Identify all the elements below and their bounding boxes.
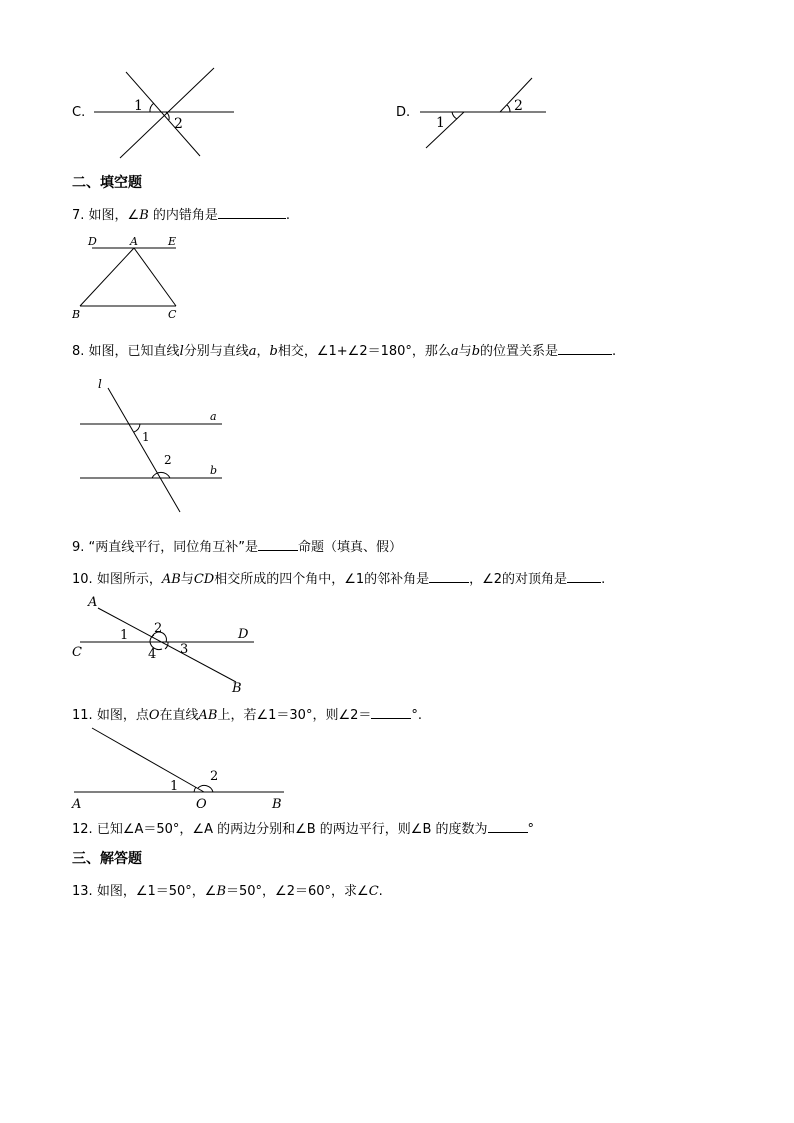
question-10: [72, 568, 605, 587]
q8-text-2: 分别与直线: [183, 344, 249, 359]
label-c: C: [168, 308, 177, 321]
q7-figure: [72, 232, 192, 322]
angle-2-label: 2: [174, 116, 183, 132]
angle-1-arc: [134, 424, 140, 432]
angle-2-label: 2: [514, 98, 523, 114]
q12-text-1: 已知∠A＝50°，∠A 的两边分别和∠B 的两边平行，则∠B 的度数为: [96, 822, 488, 837]
q10-answer-blank-2[interactable]: [567, 570, 601, 583]
q11-var-ab: AB: [198, 708, 218, 723]
label-a: A: [130, 235, 138, 248]
q10-text-3: 相交所成的四个角中，∠1的邻补角是: [214, 572, 430, 587]
angle-2-arc: [507, 105, 510, 112]
q13-var-c: C: [368, 884, 379, 899]
segment-ac: [134, 248, 176, 306]
angle-1-label: 1: [436, 115, 445, 131]
q12-answer-blank[interactable]: [488, 820, 528, 833]
question-8: [72, 340, 616, 359]
angle-1-arc: [150, 103, 154, 112]
label-b: B: [272, 797, 282, 812]
question-12: [72, 818, 534, 837]
q10-figure: [70, 592, 260, 696]
label-a: A: [88, 595, 98, 610]
lower-ray: [426, 112, 464, 148]
label-o: O: [196, 797, 207, 812]
q13-period: .: [378, 884, 383, 899]
question-13: [72, 880, 383, 899]
q7-period: .: [285, 208, 291, 223]
q10-number: 10.: [72, 572, 93, 587]
q11-number: 11.: [72, 708, 93, 723]
segment-ab: [80, 248, 134, 306]
q8-answer-blank[interactable]: [558, 342, 612, 355]
q9-text-2: 命题（填真、假）: [298, 540, 403, 555]
angle-3-label: 3: [180, 642, 189, 657]
q7-text-1: 如图，∠: [88, 208, 140, 223]
angle-1-arc: [194, 787, 196, 792]
label-a: a: [210, 410, 217, 423]
option-c-letter: C.: [72, 105, 86, 120]
angle-4-label: 4: [148, 647, 157, 662]
q10-text-2: 与: [180, 572, 194, 587]
label-e: E: [168, 235, 177, 248]
angle-2-label: 2: [154, 621, 163, 636]
q8-text-1: 如图，已知直线: [88, 344, 180, 359]
q8-figure: [72, 374, 232, 516]
angle-1-label: 1: [170, 779, 179, 794]
q10-answer-blank-1[interactable]: [429, 570, 469, 583]
label-a: A: [72, 797, 82, 812]
angle-2-label: 2: [164, 453, 172, 467]
angle-2-arc: [198, 785, 213, 792]
angle-1-arc: [452, 112, 457, 119]
q8-text-3: ，: [256, 344, 270, 359]
q7-text-2: 的内错角是: [152, 208, 218, 223]
q8-text-5: 与: [458, 344, 472, 359]
section-title-answer: 三、解答题: [72, 851, 142, 867]
q8-number: 8.: [72, 344, 85, 359]
angle-3-arc: [165, 642, 168, 649]
q8-var-a-2: a: [450, 344, 459, 359]
label-c: C: [72, 645, 82, 660]
q8-text-6: 的位置关系是: [480, 344, 559, 359]
line-l: [108, 388, 180, 512]
question-9: [72, 536, 402, 555]
q8-period: .: [612, 344, 617, 359]
angle-1-label: 1: [120, 628, 129, 643]
q11-end: °.: [411, 708, 423, 723]
q8-var-a: a: [248, 344, 257, 359]
section-title-fill-in: 二、填空题: [72, 175, 142, 191]
option-c-figure: [90, 64, 240, 160]
q8-var-b-2: b: [471, 344, 481, 359]
q12-end: °: [527, 822, 535, 837]
q8-var-l: l: [179, 344, 184, 359]
q11-text-3: 上，若∠1＝30°，则∠2＝: [217, 708, 372, 723]
ray-from-o: [92, 728, 204, 792]
q7-var-b: B: [139, 208, 149, 223]
q13-var-b: B: [216, 884, 227, 899]
q9-text-1: “两直线平行，同位角互补”是: [88, 540, 259, 555]
q13-text-1: 如图，∠1＝50°，∠: [96, 884, 217, 899]
line-ab: [98, 608, 236, 682]
question-7: [72, 204, 290, 223]
q7-answer-blank[interactable]: [218, 206, 286, 219]
q13-number: 13.: [72, 884, 93, 899]
label-b: B: [232, 681, 242, 696]
q10-text-1: 如图所示，: [96, 572, 162, 587]
q9-number: 9.: [72, 540, 85, 555]
q11-text-1: 如图，点: [96, 708, 149, 723]
angle-2-arc: [152, 472, 170, 478]
q10-var-cd: CD: [193, 572, 215, 587]
label-d: D: [88, 235, 97, 248]
angle-2-label: 2: [210, 769, 219, 784]
label-b: B: [72, 308, 81, 321]
question-11: [72, 704, 422, 723]
angle-1-label: 1: [142, 430, 150, 444]
q12-number: 12.: [72, 822, 93, 837]
label-l: l: [98, 377, 102, 391]
label-d: D: [238, 627, 249, 642]
q11-text-2: 在直线: [159, 708, 199, 723]
q11-var-o: O: [148, 708, 160, 723]
option-d-letter: D.: [396, 105, 411, 120]
diagonal-line-1: [126, 72, 200, 156]
q11-answer-blank[interactable]: [371, 706, 411, 719]
angle-1-label: 1: [134, 98, 143, 114]
q10-text-4: ，∠2的对顶角是: [469, 572, 568, 587]
q10-period: .: [601, 572, 606, 587]
q13-text-2: ＝50°，∠2＝60°，求∠: [226, 884, 369, 899]
q8-var-b: b: [269, 344, 278, 359]
q10-var-ab: AB: [161, 572, 181, 587]
q11-figure: [70, 722, 290, 812]
q9-answer-blank[interactable]: [258, 538, 298, 551]
q7-number: 7.: [72, 208, 85, 223]
label-b: b: [210, 464, 218, 477]
q8-text-4: 相交，∠1+∠2＝180°，那么: [277, 344, 451, 359]
option-d-figure: [416, 72, 552, 152]
